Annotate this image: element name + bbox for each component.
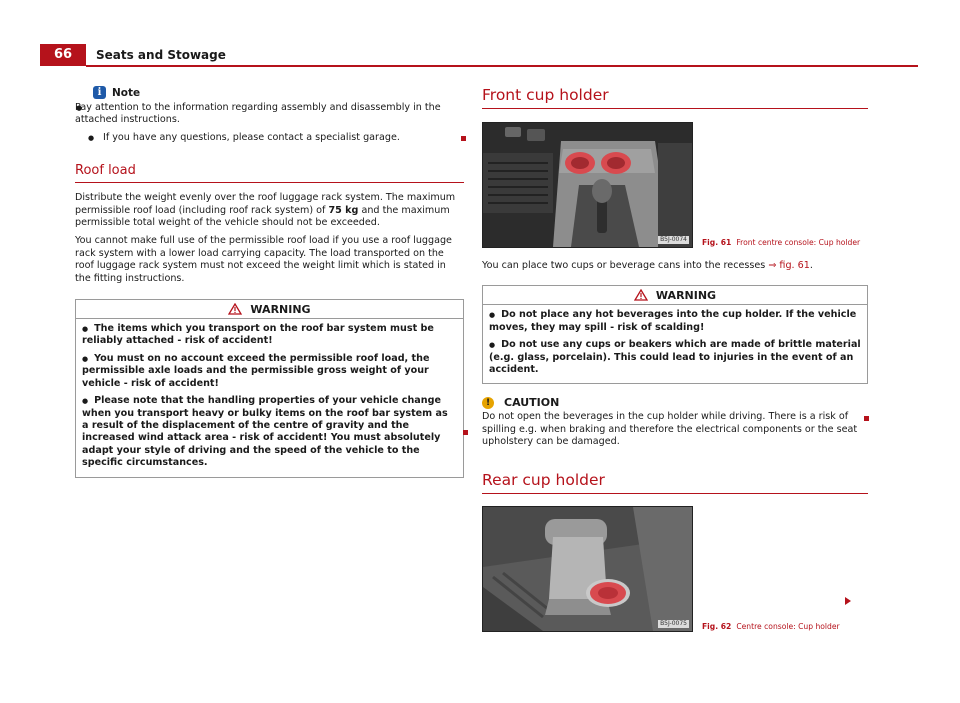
section-end-marker xyxy=(463,430,468,435)
roof-load-heading: Roof load xyxy=(75,163,464,183)
figure-caption xyxy=(702,238,860,247)
caution-icon: ! xyxy=(482,397,494,409)
figure-reference-link[interactable]: ⇒ fig. 61 xyxy=(768,260,810,271)
note-item: ● If you have any questions, please contact a specialist garage. xyxy=(87,132,464,144)
figure-caption-text: Centre console: Cup holder xyxy=(736,621,840,631)
warning-heading xyxy=(76,300,463,319)
roof-load-paragraph-1 xyxy=(75,192,464,229)
warning-body xyxy=(483,305,867,383)
left-column xyxy=(75,86,464,478)
rear-console-photo xyxy=(482,506,693,632)
body-text: . xyxy=(809,260,813,271)
figure-number: Fig. 62 xyxy=(702,621,732,631)
front-cup-warning-box xyxy=(482,285,868,384)
caution-title: CAUTION xyxy=(504,396,560,410)
front-console-illustration xyxy=(483,123,692,247)
section-end-marker xyxy=(461,136,466,141)
warning-item: ● Do not place any hot beverages into the cup holder. If the vehicle moves, they may spill - risk of scalding! xyxy=(489,309,861,334)
section-end-marker xyxy=(864,416,869,421)
continue-arrow-icon xyxy=(845,597,851,605)
roof-load-warning-box xyxy=(75,299,464,477)
image-code: B5J-0075 xyxy=(660,619,687,627)
caution-text: Do not open the beverages in the cup holder while driving. There is a risk of spilling e.g. when braking and therefore the electrical components or the seat upholstery can be damaged. xyxy=(482,411,858,448)
info-icon: i xyxy=(93,86,106,99)
roof-load-limit: 75 kg xyxy=(328,204,359,216)
figure-caption-text: Front centre console: Cup holder xyxy=(736,238,861,247)
warning-item: ● Do not use any cups or beakers which are made of brittle material (e.g. glass, porcelain). This could lead to injuries in the event of an accident. xyxy=(489,339,861,376)
note-item: ● Pay attention to the information regarding assembly and disassembly in the attached instructions. xyxy=(75,102,464,127)
front-cup-holder-text xyxy=(482,260,868,272)
caution-heading xyxy=(482,396,868,409)
warning-item: ● You must on no account exceed the permissible roof load, the permissible axle loads and the permissible gross weight of your vehicle - risk of accident! xyxy=(82,353,457,390)
figure-caption xyxy=(702,622,840,631)
warning-title: WARNING xyxy=(250,302,311,316)
roof-load-text: Distribute the weight evenly over the roof luggage rack system. The maximum permissible roof load (including roof rack system) of xyxy=(75,192,456,216)
note-title: Note xyxy=(112,86,141,99)
image-code: B5J-0074 xyxy=(660,236,687,243)
page-number: 66 xyxy=(40,44,86,66)
figure-61 xyxy=(482,122,868,248)
warning-icon xyxy=(634,289,648,301)
note-heading xyxy=(75,86,464,99)
roof-load-paragraph-2: You cannot make full use of the permissible roof load if you use a roof luggage rack system with a lower load carrying capacity. The load transported on the roof luggage rack system must not exceed the weight limit which is stated in the fitting instructions. xyxy=(75,235,452,284)
warning-icon xyxy=(228,303,242,315)
body-text: You can place two cups or beverage cans into the recesses xyxy=(482,260,769,271)
chapter-title: Seats and Stowage xyxy=(96,48,226,62)
front-cup-holder-heading: Front cup holder xyxy=(482,86,868,109)
right-column xyxy=(482,86,868,632)
figure-62 xyxy=(482,506,868,632)
figure-number: Fig. 61 xyxy=(702,238,732,247)
roof-load-text: and the maximum permissible total weight of the vehicle should not be exceeded. xyxy=(75,204,450,229)
warning-heading xyxy=(483,286,867,305)
warning-title: WARNING xyxy=(655,288,717,302)
rear-cup-holder-heading: Rear cup holder xyxy=(482,471,868,494)
header-rule xyxy=(86,65,918,67)
warning-item: ● The items which you transport on the roof bar system must be reliably attached - risk of accident! xyxy=(82,323,457,348)
front-console-photo xyxy=(482,122,693,248)
warning-body xyxy=(76,319,463,476)
rear-console-illustration xyxy=(483,507,692,631)
warning-item: ● Please note that the handling properties of your vehicle change when you transport heavy or bulky items on the roof bar system as a result of the displacement of the centre of gravity and the increased wind attack area - risk of accident! You must absolutely adapt your style of driving and the speed of the vehicle to the specific circumstances. xyxy=(82,395,457,469)
page-header xyxy=(40,44,918,66)
